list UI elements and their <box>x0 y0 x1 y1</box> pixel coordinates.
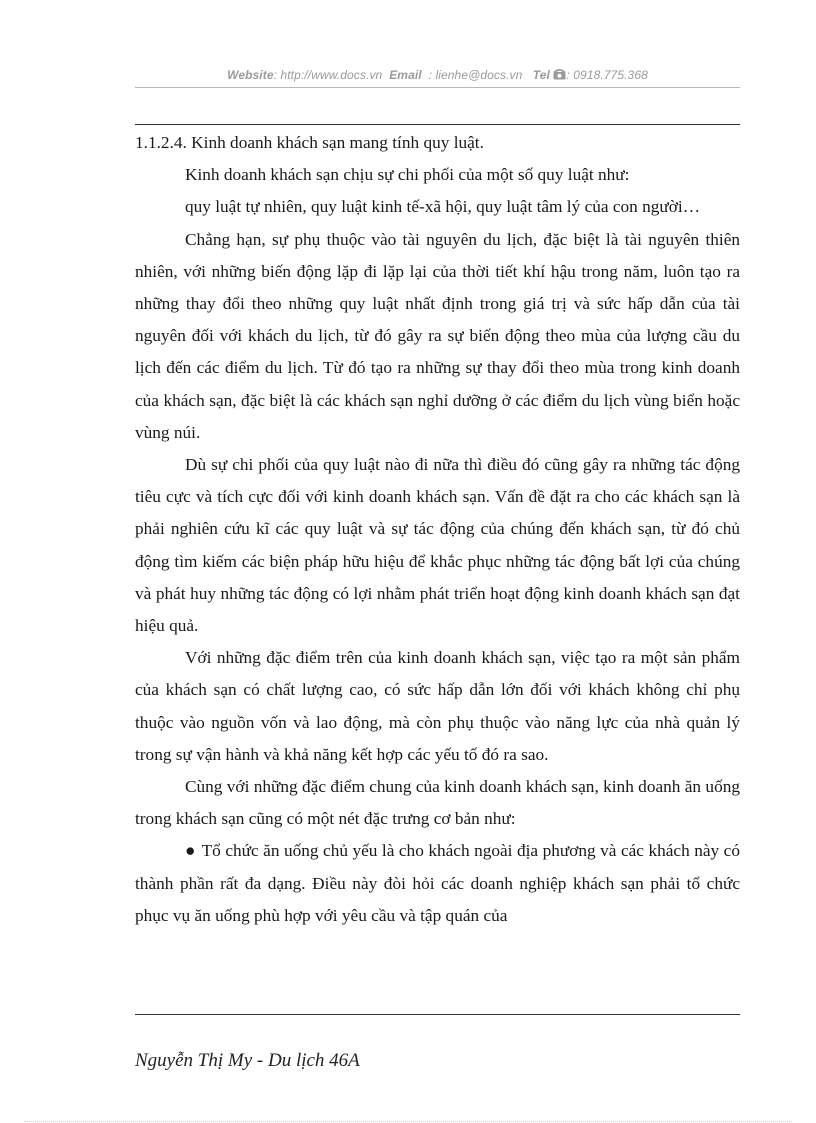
paragraph: Với những đặc điểm trên của kinh doanh khách sạn, việc tạo ra một sản phẩm của khách sạn có chất lượng cao, có sức hấp dẫn lớn đối với khách không chỉ phụ thuộc vào nguồn vốn và lao động, mà còn phụ thuộc vào năng lực của nhà quản lý trong sự vận hành và khả năng kết hợp các yếu tố đó ra sao. <box>135 648 740 764</box>
page-header <box>135 68 740 82</box>
bullet-icon: ● <box>185 841 196 861</box>
document-body <box>135 127 740 932</box>
email-address: : lienhe@docs.vn <box>428 68 523 82</box>
paragraph: Kinh doanh khách sạn chịu sự chi phối của một số quy luật như: <box>185 165 630 185</box>
section-heading: 1.1.2.4. Kinh doanh khách sạn mang tính quy luật. <box>135 133 484 152</box>
page-bottom-border <box>24 1121 792 1122</box>
footer-author: Nguyễn Thị My - Du lịch 46A <box>135 1050 360 1071</box>
bullet-text: Tổ chức ăn uống chủ yếu là cho khách ngoài địa phương và các khách này có thành phần rất đa dạng. Điều này đòi hỏi các doanh nghiệp khách sạn phải tổ chức phục vụ ăn uống phù hợp với yêu cầu và tập quán của <box>135 841 740 925</box>
paragraph: quy luật tự nhiên, quy luật kinh tế-xã hội, quy luật tâm lý của con người… <box>185 197 701 217</box>
content-bottom-rule <box>135 1014 740 1015</box>
paragraph: Chẳng hạn, sự phụ thuộc vào tài nguyên du lịch, đặc biệt là tài nguyên thiên nhiên, với những biến động lặp đi lặp lại của thời tiết khí hậu trong năm, luôn tạo ra những thay đổi theo những quy luật nhất định trong giá trị và sức hấp dẫn của tài nguyên đối với khách du lịch, từ đó gây ra sự biến động theo mùa của lượng cầu du lịch đến các điểm du lịch. Từ đó tạo ra những sự thay đổi theo mùa trong kinh doanh của khách sạn, đặc biệt là các khách sạn nghỉ dưỡng ở các điểm du lịch vùng biển hoặc vùng núi. <box>135 229 740 442</box>
paragraph: Cùng với những đặc điểm chung của kinh doanh khách sạn, kinh doanh ăn uống trong khách sạn cũng có một nét đặc trưng cơ bản như: <box>135 777 740 829</box>
tel-label: Tel <box>532 68 550 82</box>
phone-number: : 0918.775.368 <box>566 68 648 82</box>
header-divider <box>135 87 740 88</box>
website-label: Website <box>227 68 274 82</box>
paragraph: Dù sự chi phối của quy luật nào đi nữa thì điều đó cũng gây ra những tác động tiêu cực và tích cực đối với kinh doanh khách sạn. Vấn đề đặt ra cho các khách sạn là phải nghiên cứu kĩ các quy luật và sự tác động của chúng đến khách sạn, từ đó chủ động tìm kiếm các biện pháp hữu hiệu để khắc phục những tác động bất lợi của chúng và phát huy những tác động có lợi nhằm phát triển hoạt động kinh doanh khách sạn đạt hiệu quả. <box>135 455 740 636</box>
content-top-rule <box>135 124 740 125</box>
email-label: Email <box>389 68 422 82</box>
bullet-item <box>135 835 740 932</box>
website-url: : http://www.docs.vn <box>273 68 383 82</box>
phone-icon <box>553 68 566 82</box>
